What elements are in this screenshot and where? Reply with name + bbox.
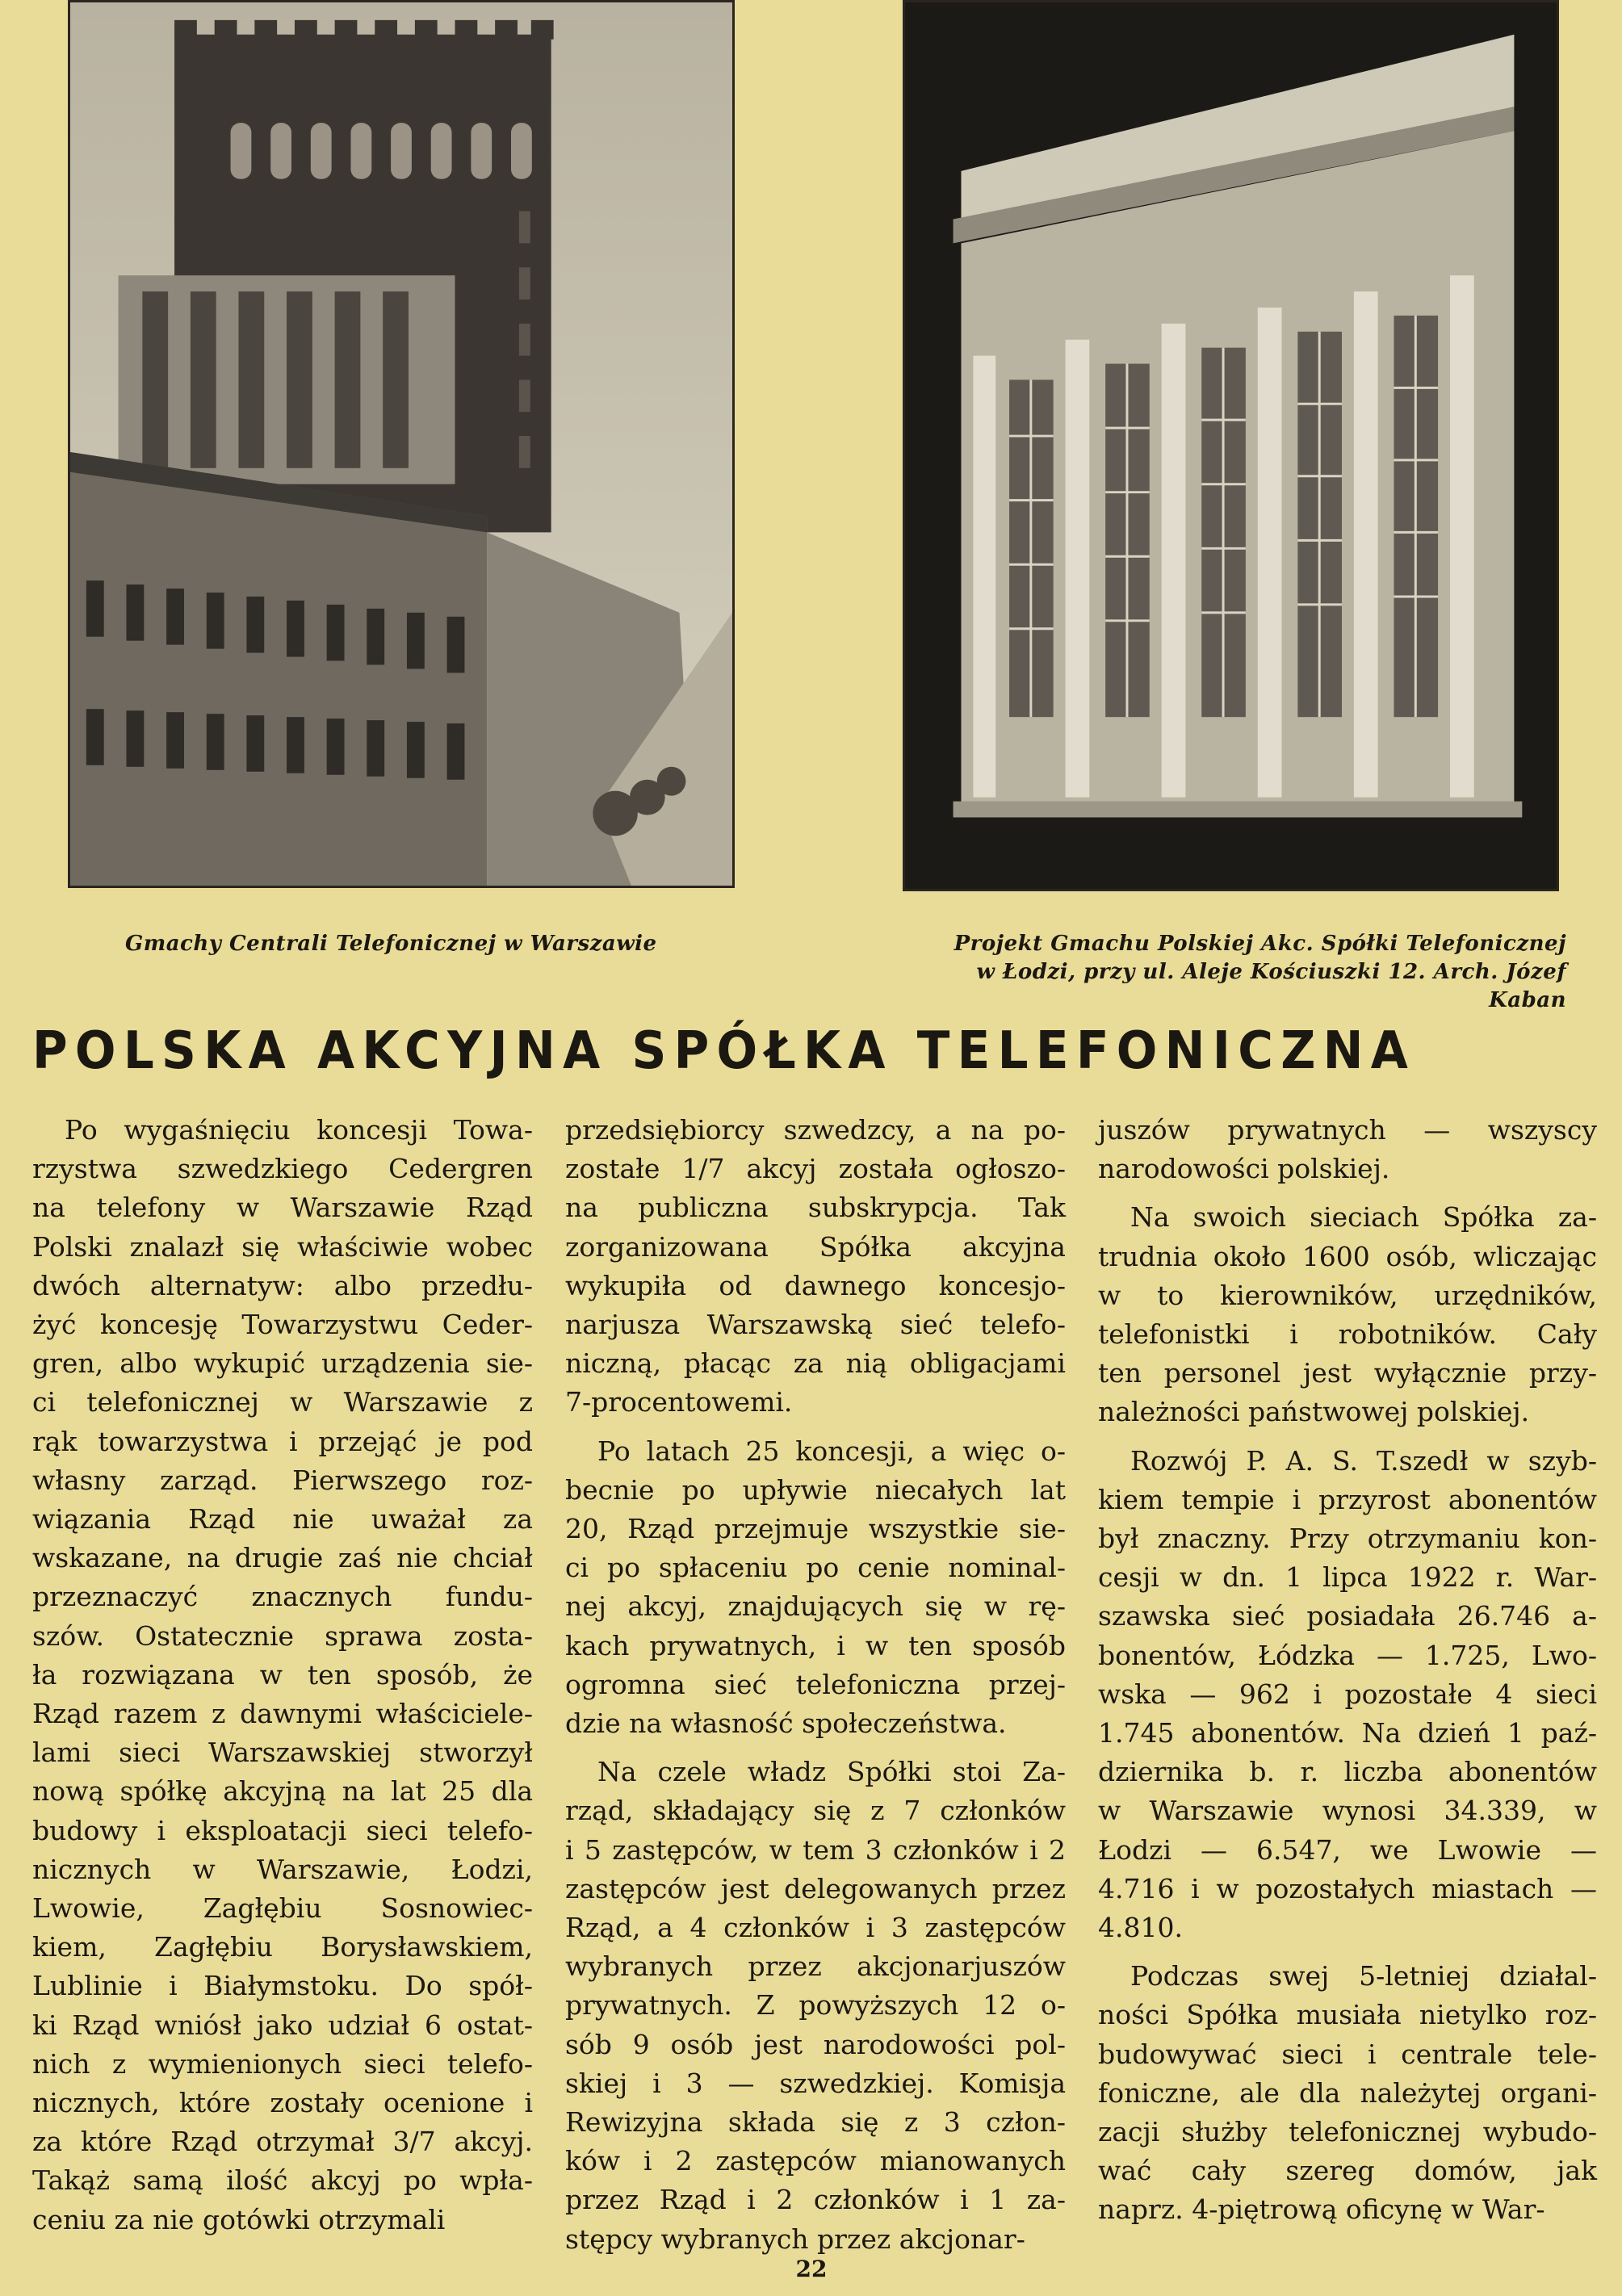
- text-line: szawska sieć posiadała 26.746 a-: [1098, 1600, 1597, 1632]
- text-line: Rozwój P. A. S. T.szedł w szyb-: [1130, 1444, 1597, 1477]
- warsaw-exchange-illustration: [70, 2, 732, 886]
- text-line: nej akcyj, znajdujących się w rę-: [565, 1590, 1066, 1623]
- text-line: 7-procentowemi.: [565, 1386, 793, 1418]
- text-line: przeznaczyć znacznych fundu-: [32, 1581, 533, 1613]
- text-line: dwóch alternatyw: albo przedłu-: [32, 1269, 533, 1301]
- text-line: przedsiębiorcy szwedzcy, a na po-: [565, 1114, 1066, 1146]
- text-line: dziernika b. r. liczba abonentów: [1098, 1756, 1597, 1788]
- text-line: rąk towarzystwa i przejąć je pod: [32, 1425, 533, 1457]
- text-line: 20, Rząd przejmuje wszystkie sie-: [565, 1513, 1066, 1545]
- text-line: Na swoich sieciach Spółka za-: [1130, 1201, 1597, 1234]
- text-line: Po latach 25 koncesji, a więc o-: [597, 1435, 1066, 1467]
- text-line: ten personel jest wyłącznie przy-: [1098, 1357, 1597, 1389]
- text-line: nich z wymienionych sieci telefo-: [32, 2047, 533, 2080]
- caption-warsaw: Gmachy Centrali Telefonicznej w Warszawie: [125, 932, 657, 956]
- text-line: Lublinie i Białymstoku. Do spół-: [32, 1970, 533, 2002]
- text-line: 4.810.: [1098, 1912, 1183, 1944]
- caption-lodz-line-2: w Łodzi, przy ul. Aleje Kościuszki 12. Arch. Józef Kaban: [976, 960, 1566, 1012]
- text-line: nicznych w Warszawie, Łodzi,: [32, 1853, 533, 1885]
- text-column-1: [32, 1111, 533, 2239]
- text-line: Lwowie, Zagłębiu Sosnowiec-: [32, 1892, 533, 1925]
- text-line: lami sieci Warszawskiej stworzył: [32, 1737, 533, 1769]
- text-line: zacji służby telefonicznej wybudo-: [1098, 2116, 1597, 2148]
- text-line: Na czele władz Spółki stoi Za-: [597, 1756, 1066, 1788]
- text-line: Polski znalazł się właściwie wobec: [32, 1230, 533, 1263]
- text-line: nicznych, które zostały ocenione i: [32, 2087, 533, 2119]
- text-line: rząd, składający się z 7 członków: [565, 1795, 1066, 1827]
- text-line: w to kierowników, urzędników,: [1098, 1279, 1597, 1311]
- text-line: narodowości polskiej.: [1098, 1153, 1390, 1185]
- text-line: i 5 zastępców, w tem 3 członków i 2: [565, 1833, 1066, 1866]
- text-line: na publiczna subskrypcja. Tak: [565, 1192, 1066, 1224]
- text-line: szów. Ostatecznie sprawa zosta-: [32, 1619, 533, 1652]
- text-line: foniczne, ale dla należytej organi-: [1098, 2076, 1597, 2109]
- text-column-2: [565, 1111, 1066, 2259]
- photo-warsaw-exchange: [68, 0, 735, 888]
- text-line: ła rozwiązana w ten sposób, że: [32, 1658, 533, 1691]
- text-line: nową spółkę akcyjną na lat 25 dla: [32, 1775, 533, 1808]
- text-line: ci telefonicznej w Warszawie z: [32, 1386, 533, 1418]
- text-line: Rząd razem z dawnymi właściciele-: [32, 1698, 533, 1730]
- text-line: Rząd, a 4 członków i 3 zastępców: [565, 1912, 1066, 1944]
- text-line: niczną, płacąc za nią obligacjami: [565, 1347, 1066, 1380]
- text-line: Rewizyjna składa się z 3 człon-: [565, 2106, 1066, 2139]
- text-line: Po wygaśnięciu koncesji Towa-: [65, 1114, 533, 1146]
- text-line: cesji w dn. 1 lipca 1922 r. War-: [1098, 1561, 1597, 1594]
- text-line: 4.716 i w pozostałych miastach —: [1098, 1872, 1597, 1904]
- text-line: żyć koncesję Towarzystwu Ceder-: [32, 1309, 533, 1341]
- text-line: zostałe 1/7 akcyj została ogłoszo-: [565, 1153, 1066, 1185]
- text-line: należności państwowej polskiej.: [1098, 1396, 1530, 1428]
- text-line: sób 9 osób jest narodowości pol-: [565, 2028, 1066, 2060]
- text-line: wiązania Rząd nie uważał za: [32, 1503, 533, 1536]
- text-line: wska — 962 i pozostałe 4 sieci: [1098, 1678, 1597, 1710]
- text-column-3: [1098, 1111, 1597, 2230]
- caption-lodz-line-1: Projekt Gmachu Polskiej Akc. Spółki Telefonicznej: [954, 932, 1566, 956]
- text-line: narjusza Warszawską sieć telefo-: [565, 1309, 1066, 1341]
- photo-lodz-project: [903, 0, 1559, 891]
- text-line: wać cały szereg domów, jak: [1098, 2155, 1597, 2187]
- text-line: przez Rząd i 2 członków i 1 za-: [565, 2184, 1066, 2216]
- text-line: Takąż samą ilość akcyj po wpła-: [32, 2164, 533, 2197]
- text-line: rzystwa szwedzkiego Cedergren: [32, 1153, 533, 1185]
- text-line: ci po spłaceniu po cenie nominal-: [565, 1552, 1066, 1584]
- text-line: kiem tempie i przyrost abonentów: [1098, 1483, 1597, 1515]
- text-line: kiem, Zagłębiu Borysławskiem,: [32, 1931, 533, 1963]
- text-line: wykupiła od dawnego koncesjo-: [565, 1269, 1066, 1301]
- text-line: ceniu za nie gotówki otrzymali: [32, 2203, 446, 2235]
- text-line: kach prywatnych, i w ten sposób: [565, 1629, 1066, 1661]
- lodz-building-model-illustration: [905, 2, 1557, 889]
- text-line: wskazane, na drugie zaś nie chciał: [32, 1542, 533, 1574]
- text-line: juszów prywatnych — wszyscy: [1098, 1114, 1597, 1146]
- text-line: był znaczny. Przy otrzymaniu kon-: [1098, 1523, 1597, 1555]
- text-line: gren, albo wykupić urządzenia sie-: [32, 1347, 533, 1380]
- text-line: w Warszawie wynosi 34.339, w: [1098, 1795, 1597, 1827]
- text-line: becnie po upływie niecałych lat: [565, 1473, 1066, 1506]
- text-line: naprz. 4-piętrową oficynę w War-: [1098, 2193, 1545, 2226]
- text-line: zastępców jest delegowanych przez: [565, 1872, 1066, 1904]
- text-line: trudnia około 1600 osób, wliczając: [1098, 1240, 1597, 1272]
- text-line: skiej i 3 — szwedzkiej. Komisja: [565, 2067, 1066, 2099]
- page-number: 22: [795, 2256, 828, 2282]
- text-line: ogromna sieć telefoniczna przej-: [565, 1668, 1066, 1700]
- text-line: ki Rząd wniósł jako udział 6 ostat-: [32, 2009, 533, 2041]
- text-line: Łodzi — 6.547, we Lwowie —: [1098, 1833, 1597, 1866]
- article-headline: POLSKA AKCYJNA SPÓŁKA TELEFONICZNA: [32, 1021, 1416, 1081]
- text-line: telefonistki i robotników. Cały: [1098, 1318, 1597, 1351]
- caption-lodz: [911, 930, 1566, 1015]
- text-line: na telefony w Warszawie Rząd: [32, 1192, 533, 1224]
- text-line: prywatnych. Z powyższych 12 o-: [565, 1989, 1066, 2022]
- text-line: własny zarząd. Pierwszego roz-: [32, 1464, 533, 1496]
- text-line: 1.745 abonentów. Na dzień 1 paź-: [1098, 1717, 1597, 1749]
- text-line: za które Rząd otrzymał 3/7 akcyj.: [32, 2126, 533, 2158]
- text-line: Podczas swej 5-letniej działal-: [1130, 1960, 1597, 1992]
- text-line: budowy i eksploatacji sieci telefo-: [32, 1814, 533, 1846]
- text-line: zorganizowana Spółka akcyjna: [565, 1230, 1066, 1263]
- text-line: stępcy wybranych przez akcjonar-: [565, 2223, 1025, 2255]
- text-line: wybranych przez akcjonarjuszów: [565, 1950, 1066, 1983]
- text-line: ków i 2 zastępców mianowanych: [565, 2145, 1066, 2177]
- text-line: dzie na własność społeczeństwa.: [565, 1707, 1007, 1740]
- text-line: ności Spółka musiała nietylko roz-: [1098, 1999, 1597, 2031]
- text-line: budowywać sieci i centrale tele-: [1098, 2038, 1597, 2070]
- text-line: bonentów, Łódzka — 1.725, Lwo-: [1098, 1639, 1597, 1671]
